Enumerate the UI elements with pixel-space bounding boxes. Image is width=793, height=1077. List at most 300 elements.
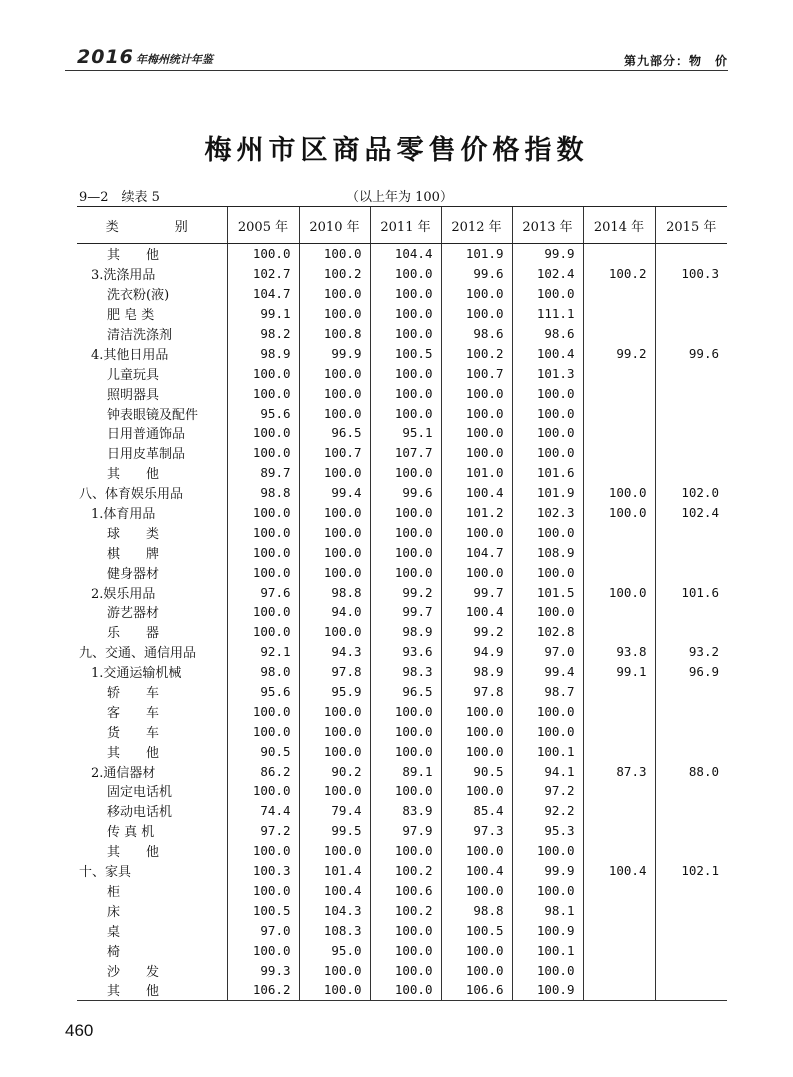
index-value: 98.3 <box>370 662 441 682</box>
index-value: 100.0 <box>512 522 583 542</box>
table-header-row <box>77 207 727 244</box>
index-value: 100.0 <box>441 423 512 443</box>
table-row <box>77 443 727 463</box>
index-value: 94.0 <box>299 602 370 622</box>
index-value: 102.8 <box>512 622 583 642</box>
index-value <box>655 363 727 383</box>
index-value: 88.0 <box>655 761 727 781</box>
index-value: 100.0 <box>441 701 512 721</box>
page-title: 梅州市区商品零售价格指数 <box>204 135 589 166</box>
table-row <box>77 741 727 761</box>
col-header-2013: 2013 年 <box>512 207 583 244</box>
index-value: 100.0 <box>299 781 370 801</box>
index-value: 100.0 <box>299 701 370 721</box>
index-value: 95.9 <box>299 682 370 702</box>
index-value: 100.7 <box>441 363 512 383</box>
index-value: 100.4 <box>441 483 512 503</box>
index-value: 100.2 <box>370 861 441 881</box>
index-value: 100.4 <box>441 602 512 622</box>
index-value <box>583 741 655 761</box>
row-category: 固定电话机 <box>107 785 173 801</box>
index-value: 92.1 <box>227 642 299 662</box>
row-category: 2.娱乐用品 <box>91 586 156 602</box>
table-row <box>77 602 727 622</box>
row-category: 1.体育用品 <box>91 507 156 523</box>
index-value: 100.0 <box>370 304 441 324</box>
row-category: 钟表眼镜及配件 <box>107 407 199 423</box>
index-value: 101.4 <box>299 861 370 881</box>
index-value: 100.0 <box>441 940 512 960</box>
index-value: 104.3 <box>299 900 370 920</box>
index-value: 87.3 <box>583 761 655 781</box>
index-value: 100.0 <box>299 960 370 980</box>
index-value: 100.2 <box>583 264 655 284</box>
index-value <box>655 423 727 443</box>
table-row <box>77 821 727 841</box>
table-row <box>77 562 727 582</box>
index-value <box>655 960 727 980</box>
row-category: 其 他 <box>107 248 160 264</box>
index-value <box>583 324 655 344</box>
index-value <box>655 682 727 702</box>
index-value <box>583 463 655 483</box>
row-category: 肥 皂 类 <box>107 308 155 324</box>
index-value <box>655 881 727 901</box>
index-value <box>583 622 655 642</box>
index-value <box>583 522 655 542</box>
row-category: 床 <box>107 904 121 920</box>
index-value: 100.0 <box>441 881 512 901</box>
section-title: 第九部分：物 价 <box>623 54 728 68</box>
index-value <box>583 701 655 721</box>
index-value <box>583 900 655 920</box>
table-row <box>77 940 727 960</box>
index-value: 79.4 <box>299 801 370 821</box>
index-value: 100.0 <box>370 940 441 960</box>
table-row <box>77 403 727 423</box>
index-value: 100.0 <box>299 841 370 861</box>
index-value: 100.9 <box>512 920 583 940</box>
index-value <box>655 324 727 344</box>
table-row <box>77 463 727 483</box>
index-value: 100.0 <box>370 701 441 721</box>
row-category: 传 真 机 <box>107 825 155 841</box>
index-value: 100.0 <box>441 841 512 861</box>
row-category: 十、家具 <box>79 865 132 881</box>
index-value: 99.9 <box>299 343 370 363</box>
row-category: 照明器具 <box>107 387 160 403</box>
running-header-left <box>77 46 213 68</box>
row-category: 沙 发 <box>107 964 160 980</box>
index-value: 99.7 <box>441 582 512 602</box>
index-value: 94.1 <box>512 761 583 781</box>
index-value: 100.0 <box>227 701 299 721</box>
index-value: 100.0 <box>299 721 370 741</box>
index-value <box>583 363 655 383</box>
table-row <box>77 483 727 503</box>
table-row <box>77 801 727 821</box>
index-value: 100.3 <box>655 264 727 284</box>
index-value: 96.5 <box>370 682 441 702</box>
index-value: 99.9 <box>512 861 583 881</box>
index-value <box>583 821 655 841</box>
row-category: 1.交通运输机械 <box>91 666 182 682</box>
index-value: 102.7 <box>227 264 299 284</box>
index-value: 94.9 <box>441 642 512 662</box>
col-header-2014: 2014 年 <box>583 207 655 244</box>
index-value: 100.4 <box>583 861 655 881</box>
row-category: 乐 器 <box>107 626 160 642</box>
page-number: 460 <box>65 1021 94 1040</box>
index-value <box>655 721 727 741</box>
index-value: 100.9 <box>512 980 583 1000</box>
row-category: 儿童玩具 <box>107 367 160 383</box>
index-value <box>583 562 655 582</box>
index-value: 100.0 <box>370 403 441 423</box>
table-row <box>77 622 727 642</box>
row-category: 椅 <box>107 944 121 960</box>
index-value: 100.4 <box>441 861 512 881</box>
row-category: 其 他 <box>107 845 160 861</box>
index-value: 100.0 <box>299 980 370 1000</box>
index-value: 99.6 <box>655 343 727 363</box>
table-row <box>77 920 727 940</box>
index-value: 100.0 <box>370 463 441 483</box>
index-value <box>655 602 727 622</box>
index-value: 100.0 <box>299 284 370 304</box>
index-value: 100.0 <box>299 741 370 761</box>
table-row <box>77 363 727 383</box>
index-value <box>583 383 655 403</box>
index-value: 86.2 <box>227 761 299 781</box>
index-value <box>583 244 655 264</box>
index-value: 99.2 <box>441 622 512 642</box>
index-value <box>655 562 727 582</box>
index-value: 100.0 <box>441 960 512 980</box>
index-value: 100.0 <box>512 841 583 861</box>
row-category: 4.其他日用品 <box>91 347 169 363</box>
index-value: 98.9 <box>227 343 299 363</box>
row-category: 八、体育娱乐用品 <box>79 487 184 503</box>
index-value: 100.2 <box>370 900 441 920</box>
index-value: 100.0 <box>227 721 299 741</box>
index-value: 93.8 <box>583 642 655 662</box>
index-value: 100.0 <box>227 841 299 861</box>
index-value: 100.0 <box>441 284 512 304</box>
index-value: 107.7 <box>370 443 441 463</box>
index-value <box>655 920 727 940</box>
col-header-2005: 2005 年 <box>227 207 299 244</box>
index-value: 100.0 <box>227 542 299 562</box>
index-value: 100.0 <box>227 522 299 542</box>
index-value: 97.3 <box>441 821 512 841</box>
row-category: 洗衣粉(液) <box>107 288 170 304</box>
index-value <box>655 383 727 403</box>
index-value: 100.0 <box>370 741 441 761</box>
index-value: 100.0 <box>227 363 299 383</box>
col-header-2012: 2012 年 <box>441 207 512 244</box>
index-value <box>655 781 727 801</box>
index-value: 101.0 <box>441 463 512 483</box>
index-value: 100.4 <box>512 343 583 363</box>
table-number: 9—2 续表 5 <box>79 190 160 205</box>
table-row <box>77 522 727 542</box>
table-row <box>77 503 727 523</box>
index-value: 100.7 <box>299 443 370 463</box>
row-category: 柜 <box>107 884 121 900</box>
table-row <box>77 682 727 702</box>
row-category: 2.通信器材 <box>91 765 156 781</box>
index-value: 99.4 <box>299 483 370 503</box>
row-category: 货 车 <box>107 725 160 741</box>
col-header-2011: 2011 年 <box>370 207 441 244</box>
index-value <box>583 721 655 741</box>
index-value: 100.0 <box>512 423 583 443</box>
index-value: 100.8 <box>299 324 370 344</box>
index-value: 100.0 <box>370 324 441 344</box>
row-category: 健身器材 <box>107 566 160 582</box>
row-category: 移动电话机 <box>107 805 173 821</box>
index-value <box>583 801 655 821</box>
index-value: 100.0 <box>299 503 370 523</box>
index-value: 100.0 <box>370 841 441 861</box>
index-value <box>655 304 727 324</box>
index-value: 100.0 <box>227 423 299 443</box>
index-value <box>583 781 655 801</box>
index-value <box>583 881 655 901</box>
index-value: 98.7 <box>512 682 583 702</box>
index-value <box>655 701 727 721</box>
index-value: 100.0 <box>512 701 583 721</box>
index-value <box>655 542 727 562</box>
index-value: 100.0 <box>370 264 441 284</box>
index-value: 97.0 <box>227 920 299 940</box>
index-value: 97.6 <box>227 582 299 602</box>
index-value <box>655 900 727 920</box>
index-value <box>583 682 655 702</box>
index-value: 99.1 <box>227 304 299 324</box>
index-value: 97.9 <box>370 821 441 841</box>
index-value <box>655 801 727 821</box>
index-value: 100.0 <box>299 542 370 562</box>
index-value <box>583 284 655 304</box>
index-value: 100.0 <box>441 781 512 801</box>
index-value: 100.0 <box>299 304 370 324</box>
index-value: 104.7 <box>227 284 299 304</box>
index-value: 85.4 <box>441 801 512 821</box>
index-value: 100.5 <box>227 900 299 920</box>
index-value: 97.2 <box>227 821 299 841</box>
index-value <box>655 980 727 1000</box>
index-value: 102.1 <box>655 861 727 881</box>
index-value: 100.0 <box>299 363 370 383</box>
base-note: （以上年为 100） <box>346 190 453 205</box>
header-rule <box>65 70 728 71</box>
index-value: 102.0 <box>655 483 727 503</box>
index-value: 100.0 <box>583 483 655 503</box>
index-value: 100.0 <box>370 522 441 542</box>
row-category: 棋 牌 <box>107 546 160 562</box>
index-value: 101.3 <box>512 363 583 383</box>
index-value: 99.4 <box>512 662 583 682</box>
table-row <box>77 343 727 363</box>
table-row <box>77 264 727 284</box>
index-value: 100.0 <box>512 284 583 304</box>
index-value: 100.1 <box>512 741 583 761</box>
row-category: 九、交通、通信用品 <box>79 646 197 662</box>
index-value <box>583 940 655 960</box>
index-value: 100.0 <box>512 881 583 901</box>
index-value: 100.0 <box>441 304 512 324</box>
row-category: 其 他 <box>77 980 227 1000</box>
index-value: 98.8 <box>441 900 512 920</box>
index-value: 100.0 <box>227 602 299 622</box>
row-category: 游艺器材 <box>107 606 160 622</box>
row-category: 客 车 <box>107 705 160 721</box>
col-header-2010: 2010 年 <box>299 207 370 244</box>
row-category: 桌 <box>107 924 121 940</box>
table-row <box>77 861 727 881</box>
row-category: 轿 车 <box>107 686 160 702</box>
index-value: 74.4 <box>227 801 299 821</box>
index-value: 94.3 <box>299 642 370 662</box>
table-row <box>77 701 727 721</box>
index-value: 99.3 <box>227 960 299 980</box>
index-value: 101.6 <box>512 463 583 483</box>
index-value: 96.5 <box>299 423 370 443</box>
index-value: 100.0 <box>227 781 299 801</box>
row-category: 球 类 <box>107 526 160 542</box>
index-value <box>583 960 655 980</box>
row-category: 3.洗涤用品 <box>91 268 156 284</box>
index-value <box>655 821 727 841</box>
yearbook-year: 2016 <box>77 46 134 68</box>
index-value <box>655 940 727 960</box>
index-value: 95.3 <box>512 821 583 841</box>
index-value <box>583 423 655 443</box>
index-value <box>655 841 727 861</box>
index-value: 100.4 <box>299 881 370 901</box>
col-header-category: 类 别 <box>77 207 227 244</box>
table-row <box>77 881 727 901</box>
table-body <box>77 244 727 1001</box>
index-value: 100.0 <box>299 463 370 483</box>
index-value: 100.0 <box>512 960 583 980</box>
index-value: 95.0 <box>299 940 370 960</box>
table-row <box>77 980 727 1000</box>
index-value: 108.9 <box>512 542 583 562</box>
index-value: 98.9 <box>441 662 512 682</box>
row-category: 日用普通饰品 <box>107 427 186 443</box>
table-row <box>77 761 727 781</box>
table-row <box>77 662 727 682</box>
index-value: 102.3 <box>512 503 583 523</box>
index-value: 100.0 <box>441 522 512 542</box>
index-value <box>655 463 727 483</box>
index-value: 100.0 <box>441 443 512 463</box>
index-value: 99.2 <box>370 582 441 602</box>
index-value <box>655 443 727 463</box>
index-value: 98.6 <box>441 324 512 344</box>
index-value: 108.3 <box>299 920 370 940</box>
index-value: 100.0 <box>370 562 441 582</box>
index-value: 95.6 <box>227 403 299 423</box>
index-value: 100.0 <box>512 562 583 582</box>
index-value: 101.5 <box>512 582 583 602</box>
price-index-table <box>77 206 727 1001</box>
index-value: 99.6 <box>370 483 441 503</box>
index-value: 95.1 <box>370 423 441 443</box>
table-row <box>77 542 727 562</box>
index-value: 100.0 <box>370 960 441 980</box>
index-value: 100.2 <box>441 343 512 363</box>
index-value: 97.8 <box>441 682 512 702</box>
index-value: 101.9 <box>512 483 583 503</box>
index-value: 100.0 <box>370 383 441 403</box>
index-value: 100.0 <box>299 403 370 423</box>
index-value: 100.0 <box>227 383 299 403</box>
row-category: 其 他 <box>107 467 160 483</box>
index-value: 98.1 <box>512 900 583 920</box>
index-value: 100.0 <box>370 920 441 940</box>
index-value: 100.5 <box>441 920 512 940</box>
index-value: 97.0 <box>512 642 583 662</box>
index-value: 102.4 <box>655 503 727 523</box>
index-value: 100.0 <box>227 244 299 264</box>
index-value: 100.0 <box>299 522 370 542</box>
row-category: 其 他 <box>107 745 160 761</box>
table-row <box>77 284 727 304</box>
index-value: 98.8 <box>299 582 370 602</box>
index-value: 100.0 <box>227 443 299 463</box>
table-row <box>77 383 727 403</box>
index-value: 90.5 <box>227 741 299 761</box>
table-row <box>77 642 727 662</box>
index-value: 100.5 <box>370 343 441 363</box>
index-value: 101.6 <box>655 582 727 602</box>
index-value: 90.2 <box>299 761 370 781</box>
index-value: 99.7 <box>370 602 441 622</box>
index-value: 99.2 <box>583 343 655 363</box>
index-value: 98.0 <box>227 662 299 682</box>
index-value: 99.9 <box>512 244 583 264</box>
index-value: 89.1 <box>370 761 441 781</box>
index-value: 100.0 <box>583 582 655 602</box>
index-value: 100.0 <box>512 721 583 741</box>
index-value <box>655 522 727 542</box>
table-row <box>77 324 727 344</box>
index-value: 100.0 <box>299 383 370 403</box>
index-value: 104.7 <box>441 542 512 562</box>
index-value: 97.8 <box>299 662 370 682</box>
index-value: 100.0 <box>299 244 370 264</box>
index-value <box>583 980 655 1000</box>
index-value: 98.9 <box>370 622 441 642</box>
index-value: 98.8 <box>227 483 299 503</box>
index-value <box>655 403 727 423</box>
index-value: 96.9 <box>655 662 727 682</box>
index-value: 104.4 <box>370 244 441 264</box>
index-value: 100.0 <box>512 403 583 423</box>
index-value: 100.0 <box>370 980 441 1000</box>
index-value: 100.0 <box>370 503 441 523</box>
index-value: 100.0 <box>227 503 299 523</box>
index-value: 95.6 <box>227 682 299 702</box>
index-value: 111.1 <box>512 304 583 324</box>
index-value <box>583 920 655 940</box>
index-value: 83.9 <box>370 801 441 821</box>
index-value <box>583 602 655 622</box>
